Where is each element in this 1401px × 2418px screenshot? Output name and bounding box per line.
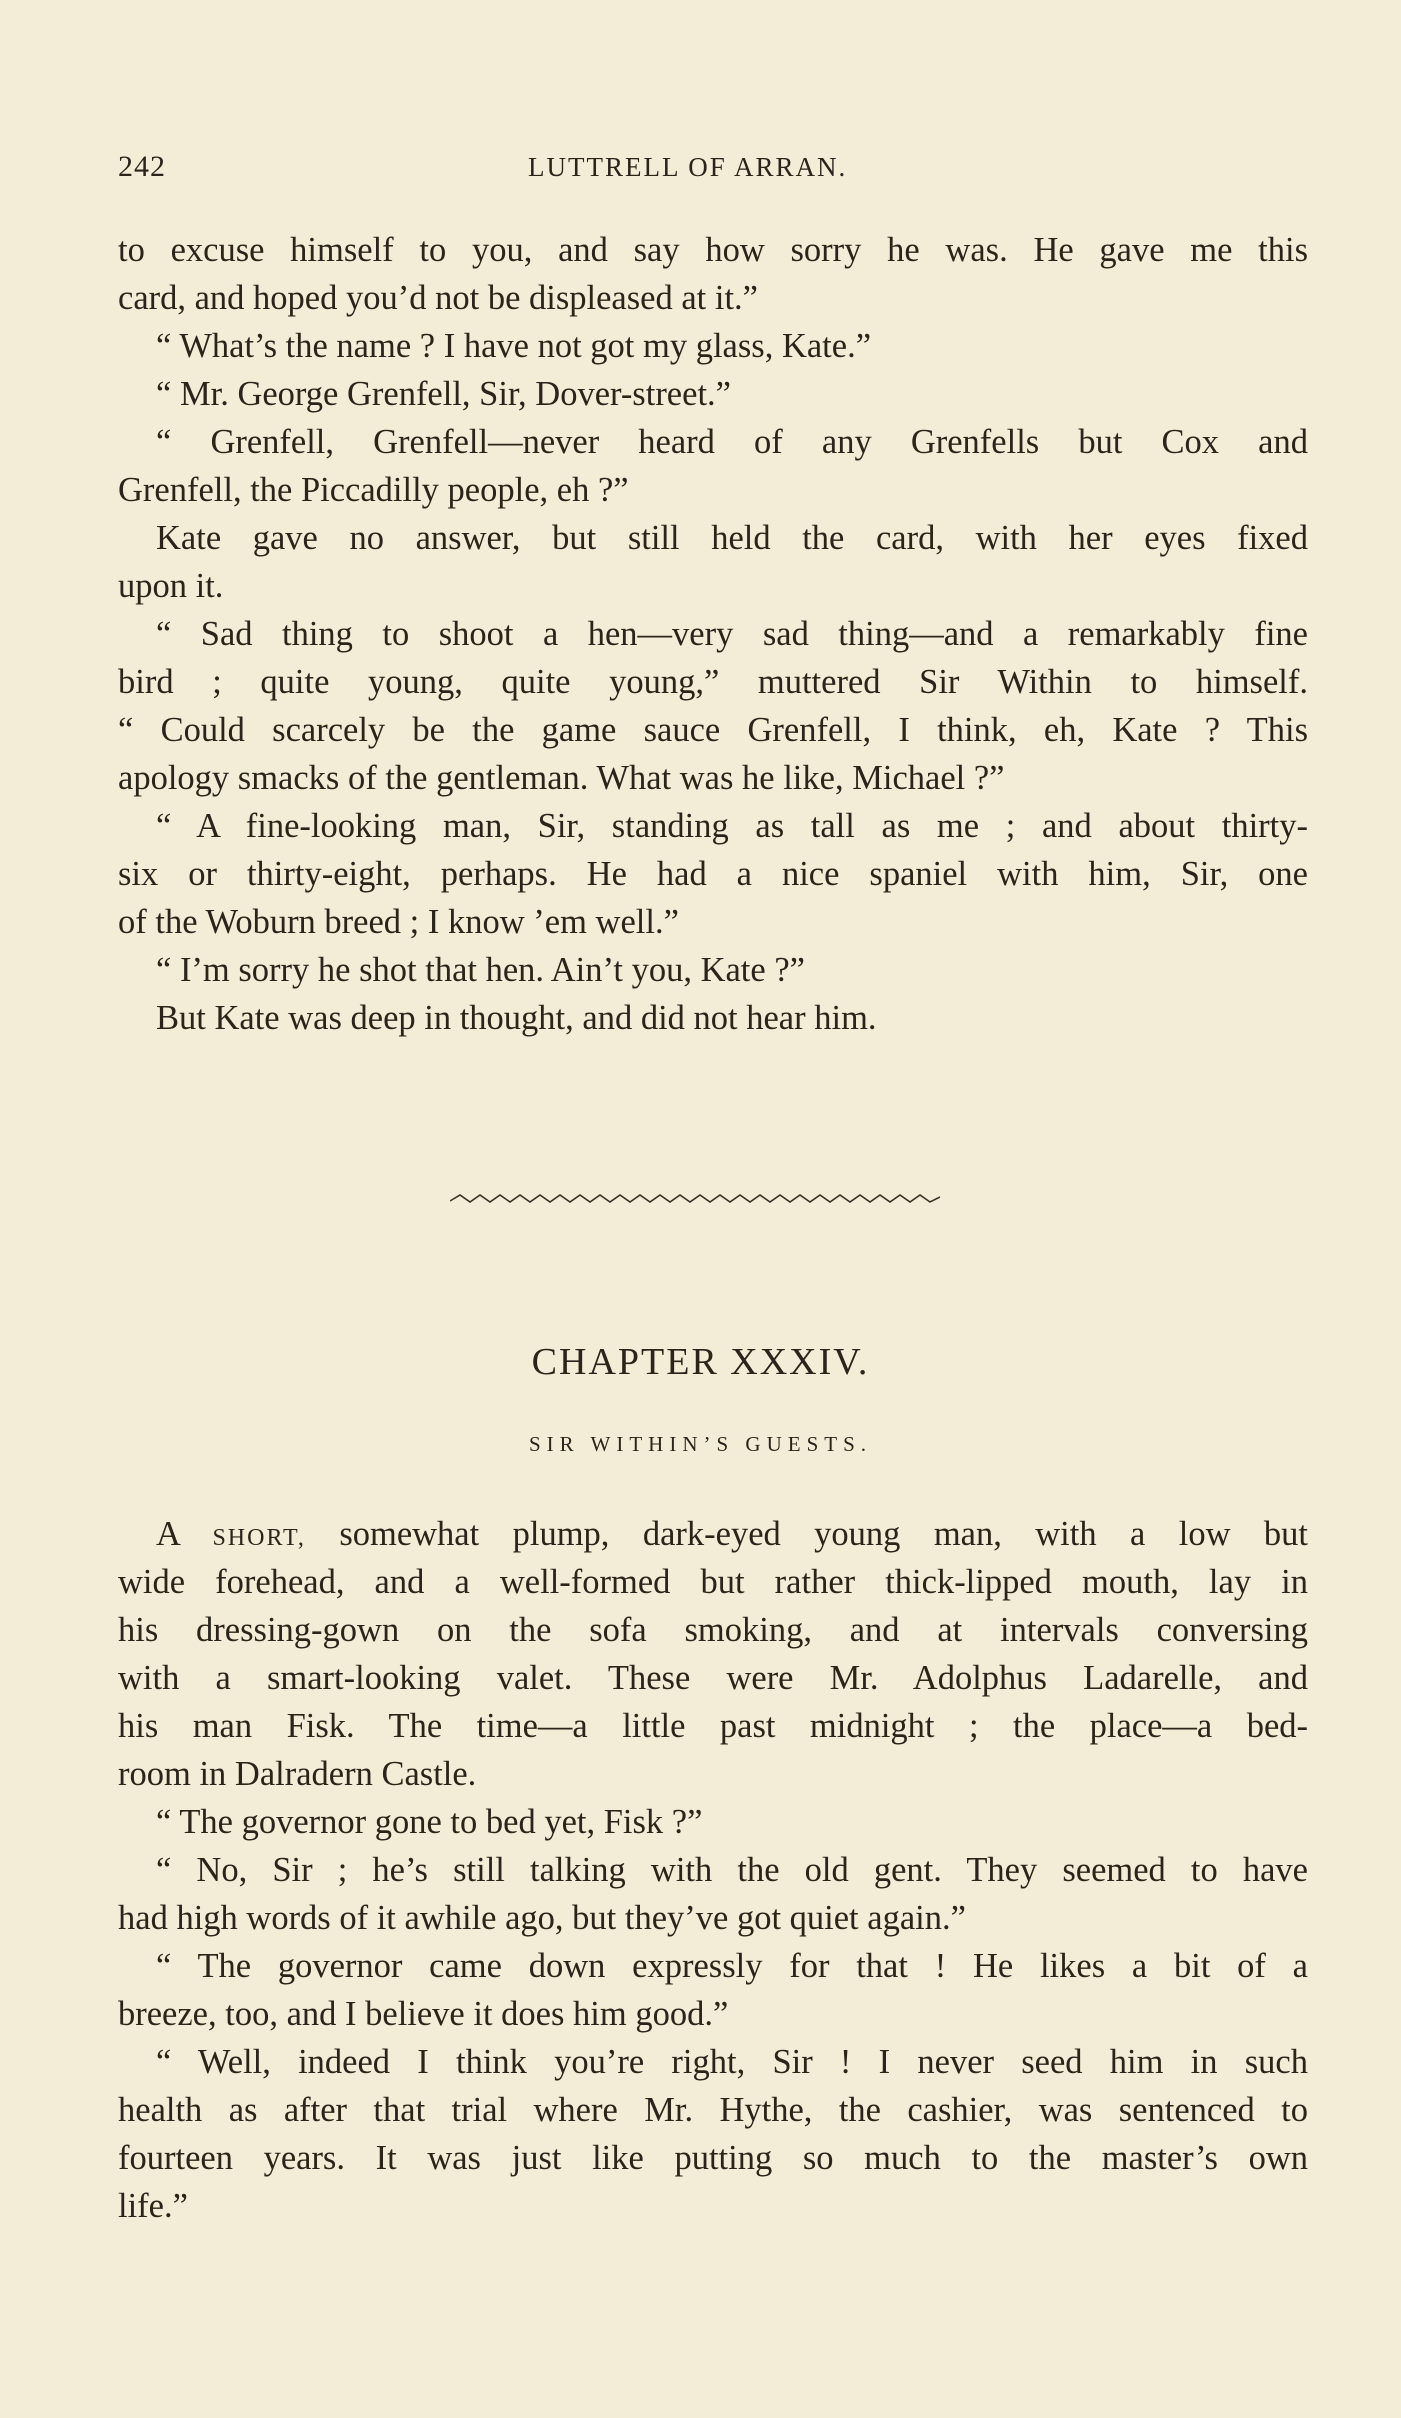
- text-line: his dressing-gown on the sofa smoking, and at intervals conversing: [118, 1611, 1308, 1649]
- text-line: “ Could scarcely be the game sauce Grenfell, I think, eh, Kate ? This: [118, 711, 1308, 749]
- text-line: his man Fisk. The time—a little past midnight ; the place—a bed-: [118, 1707, 1308, 1745]
- text-line: “ Grenfell, Grenfell—never heard of any Grenfells but Cox and: [156, 423, 1308, 461]
- text-line: Kate gave no answer, but still held the card, with her eyes fixed: [156, 519, 1308, 557]
- page-header: [118, 150, 1258, 192]
- text-line: health as after that trial where Mr. Hythe, the cashier, was sentenced to: [118, 2091, 1308, 2129]
- opening-word: A: [156, 1515, 180, 1553]
- page-number: 242: [118, 150, 166, 183]
- text-line: life.”: [118, 2187, 188, 2225]
- text-line: But Kate was deep in thought, and did not hear him.: [156, 999, 877, 1037]
- text-line: “ What’s the name ? I have not got my glass, Kate.”: [156, 327, 872, 365]
- text-line: breeze, too, and I believe it does him good.”: [118, 1995, 729, 2033]
- running-title: LUTTRELL OF ARRAN.: [528, 152, 848, 182]
- text-line: upon it.: [118, 567, 224, 605]
- text-line: room in Dalradern Castle.: [118, 1755, 477, 1793]
- text-line: of the Woburn breed ; I know ’em well.”: [118, 903, 679, 941]
- text-line: “ A fine-looking man, Sir, standing as tall as me ; and about thirty-: [156, 807, 1308, 845]
- text-line: [118, 1510, 1308, 1558]
- text-line: to excuse himself to you, and say how sorry he was. He gave me this: [118, 231, 1308, 269]
- text-line: “ Sad thing to shoot a hen—very sad thing—and a remarkably fine: [156, 615, 1308, 653]
- text-line: apology smacks of the gentleman. What was he like, Michael ?”: [118, 759, 1005, 797]
- text-line: “ Mr. George Grenfell, Sir, Dover-street.”: [156, 375, 731, 413]
- text-line: “ No, Sir ; he’s still talking with the old gent. They seemed to have: [156, 1851, 1308, 1889]
- chapter-title: CHAPTER XXXIV.: [531, 1341, 870, 1383]
- text-line: “ The governor gone to bed yet, Fisk ?”: [156, 1803, 703, 1841]
- text-line: Grenfell, the Piccadilly people, eh ?”: [118, 471, 629, 509]
- chapter-subtitle: SIR WITHIN’S GUESTS.: [528, 1432, 873, 1456]
- text-line: with a smart-looking valet. These were Mr. Adolphus Ladarelle, and: [118, 1659, 1308, 1697]
- text-line-rest: somewhat plump, dark-eyed young man, with a low but: [305, 1515, 1309, 1553]
- wavy-rule-ornament: [450, 1192, 940, 1206]
- text-line: wide forehead, and a well-formed but rather thick-lipped mouth, lay in: [118, 1563, 1308, 1601]
- text-line: had high words of it awhile ago, but they’ve got quiet again.”: [118, 1899, 966, 1937]
- text-line: bird ; quite young, quite young,” muttered Sir Within to himself.: [118, 663, 1308, 701]
- text-line: fourteen years. It was just like putting so much to the master’s own: [118, 2139, 1308, 2177]
- text-line: “ The governor came down expressly for that ! He likes a bit of a: [156, 1947, 1308, 1985]
- chapter-text: [118, 1510, 1308, 2230]
- opening-smallcaps: SHORT,: [212, 1525, 306, 1551]
- text-line: card, and hoped you’d not be displeased at it.”: [118, 279, 758, 317]
- text-line: six or thirty-eight, perhaps. He had a nice spaniel with him, Sir, one: [118, 855, 1308, 893]
- text-line: “ Well, indeed I think you’re right, Sir ! I never seed him in such: [156, 2043, 1308, 2081]
- continued-text: [118, 226, 1308, 1042]
- text-line: “ I’m sorry he shot that hen. Ain’t you, Kate ?”: [156, 951, 805, 989]
